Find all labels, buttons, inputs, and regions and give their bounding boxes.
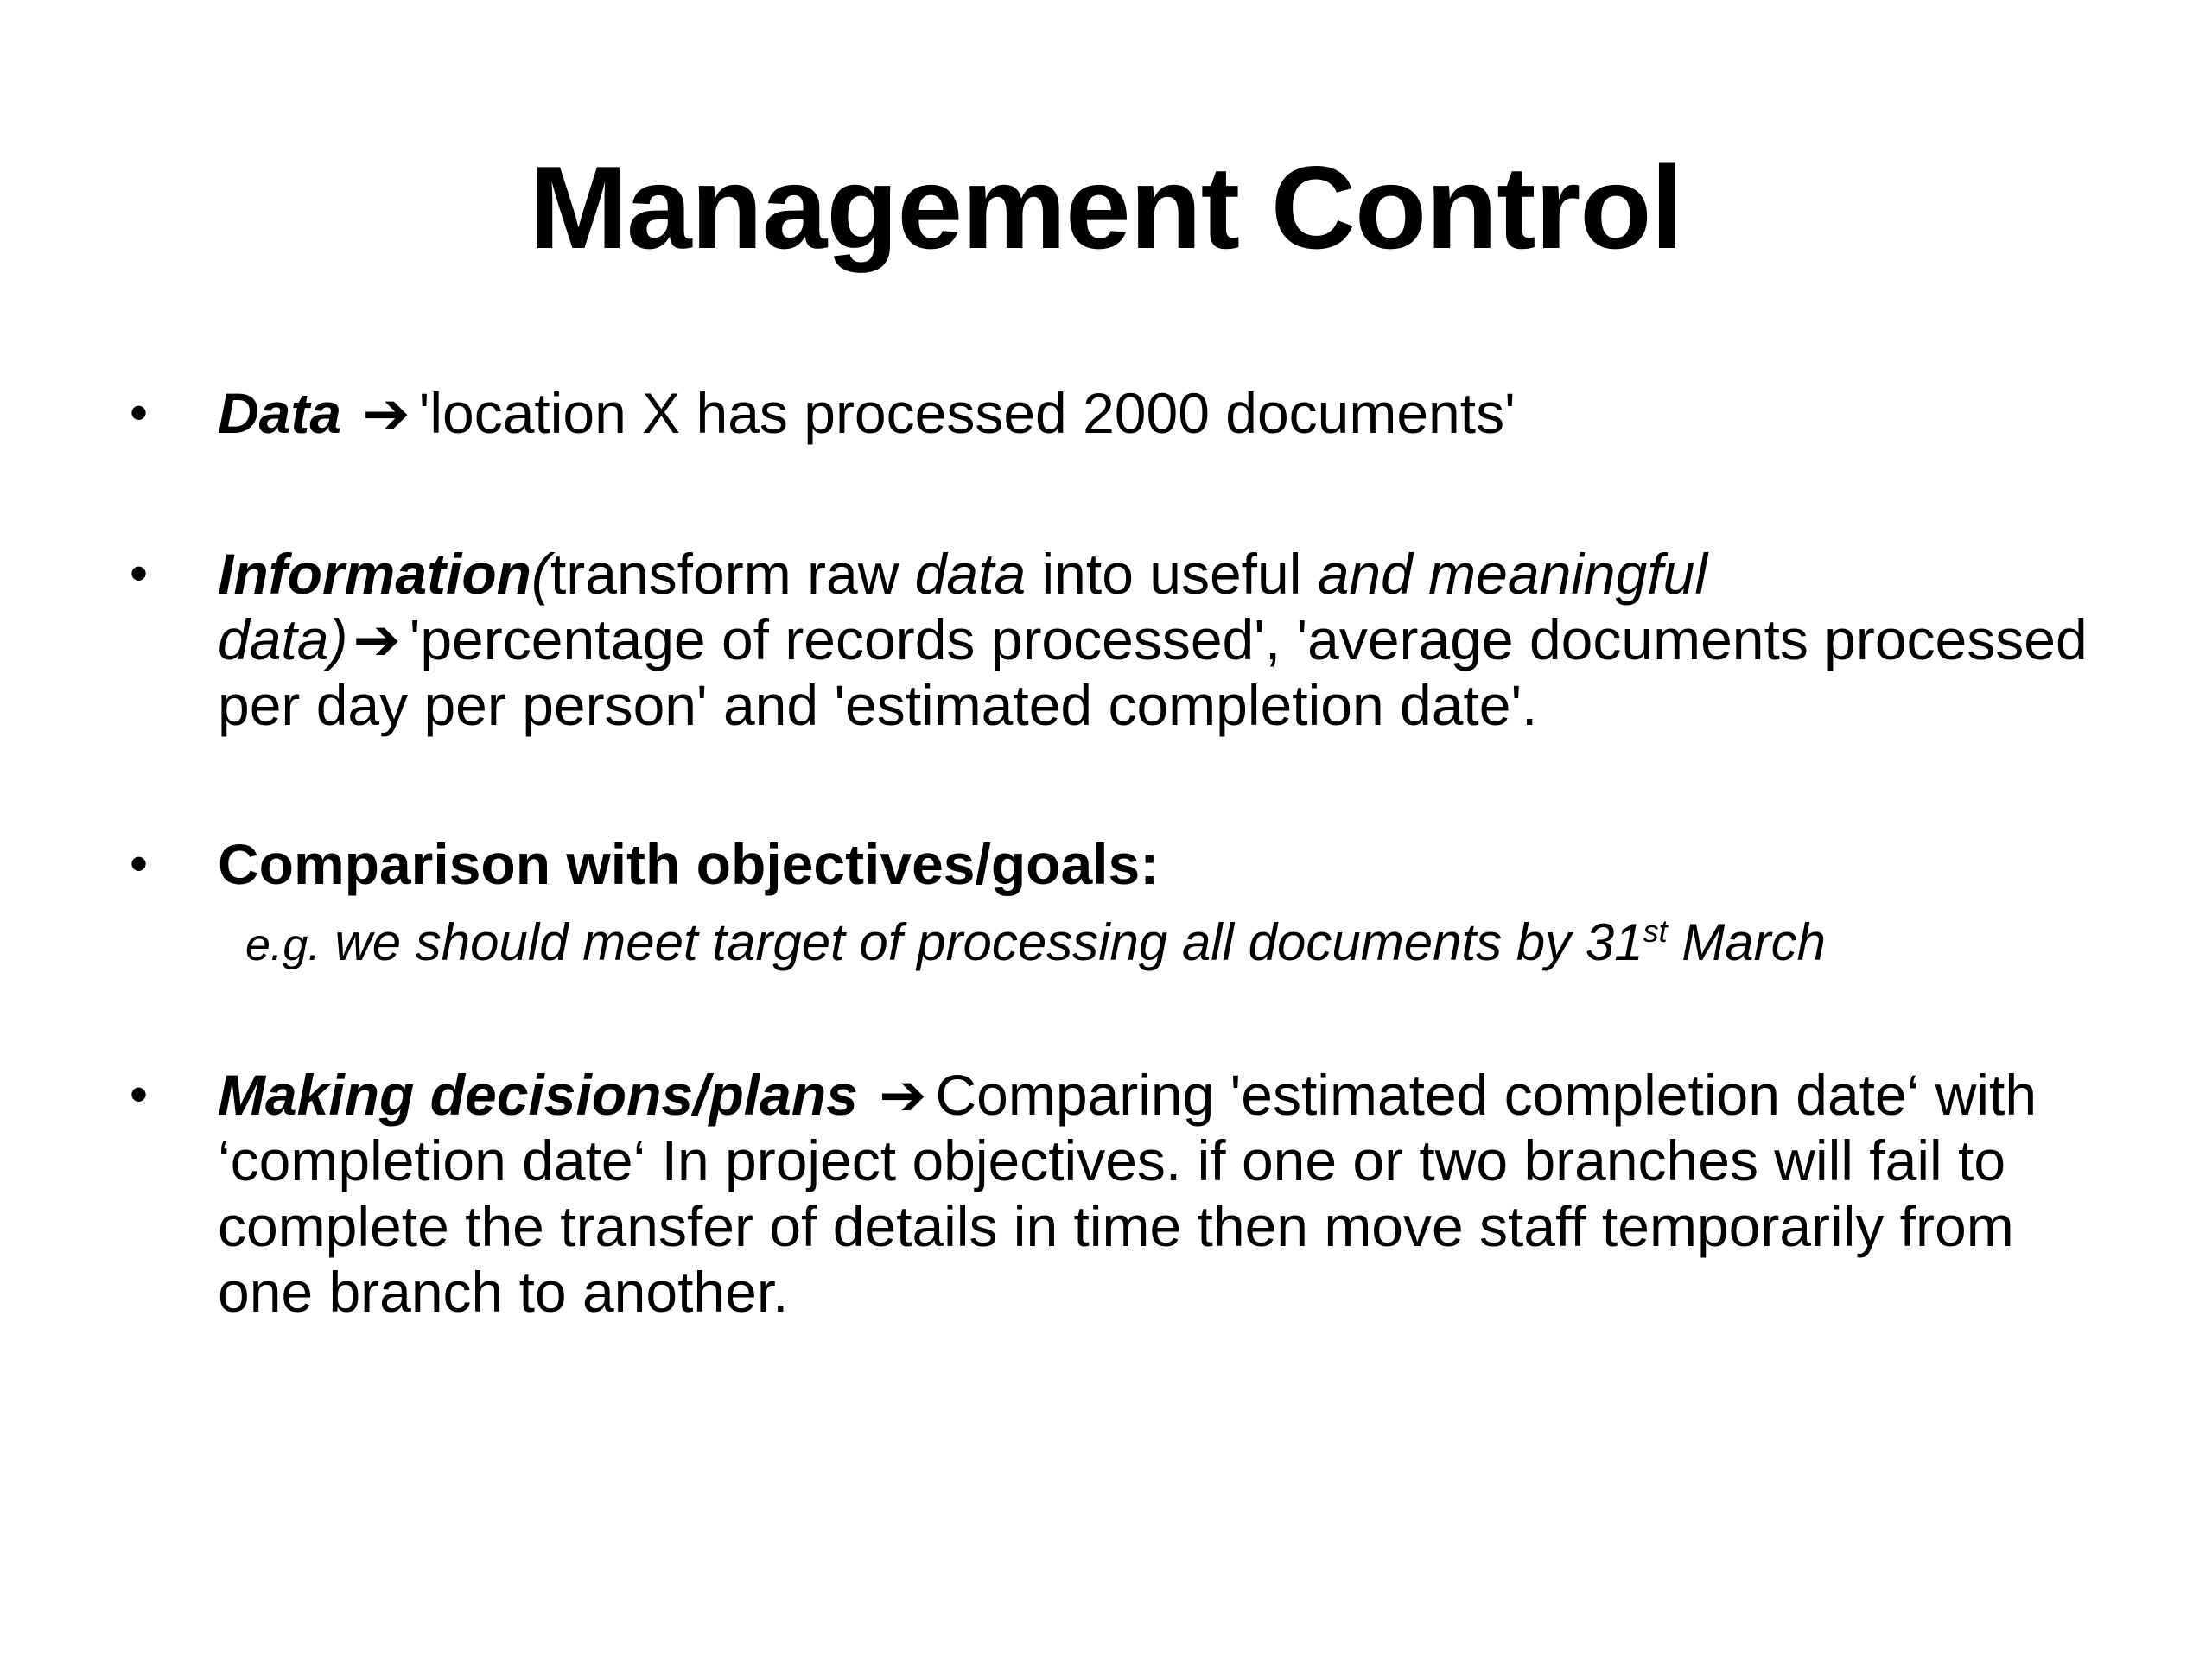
example-prefix: e.g. [245,920,321,970]
bullet-comparison [130,831,2117,976]
bullet-dot-icon: • [130,835,149,893]
bullet-data [130,380,2117,446]
bullet-information-text-c: 'percentage of records processed', 'average documents processed per day per person' and 'estimated completion date'. [218,607,2088,737]
bullet-dot-icon: • [130,544,149,602]
example-superscript: st [1643,913,1668,949]
bullet-data-text: 'location X has processed 2000 documents' [418,381,1516,445]
bullet-dot-icon: • [130,1065,149,1123]
arrow-right-icon: ➔ [362,381,410,445]
example-text: we should meet target of processing all documents by 31 [320,913,1643,971]
example-suffix: March [1667,913,1826,971]
bullet-data-label: Data [218,381,342,445]
slide-title: Management Control [529,142,1683,273]
bullet-information-label: Information [218,542,531,606]
bullet-information [130,541,2117,738]
bullet-information-text-b: into useful [1026,542,1318,606]
bullet-decisions-label: Making decisions/plans [218,1063,858,1127]
bullet-dot-icon: • [130,384,149,442]
bullet-decisions [130,1062,2117,1325]
bullet-comparison-label: Comparison with objectives/goals: [218,832,1160,896]
arrow-right-icon: ➔ [879,1063,927,1127]
bullet-information-italic-a: data [914,542,1027,606]
arrow-right-icon: ➔ [353,607,401,671]
bullet-comparison-example [218,912,2117,976]
bullet-list [130,380,2117,1325]
bullet-information-paren: ( [531,542,550,606]
bullet-information-italic-b: and meaningful data) [218,542,1708,671]
bullet-information-text-a: transform raw [550,542,915,606]
bullet-decisions-text: Comparing 'estimated completion date‘ with ‘completion date‘ In project objectives. if one or two branches will fail to complete the transfer of details in time then move staff temporarily from one branch to another. [218,1063,2037,1324]
